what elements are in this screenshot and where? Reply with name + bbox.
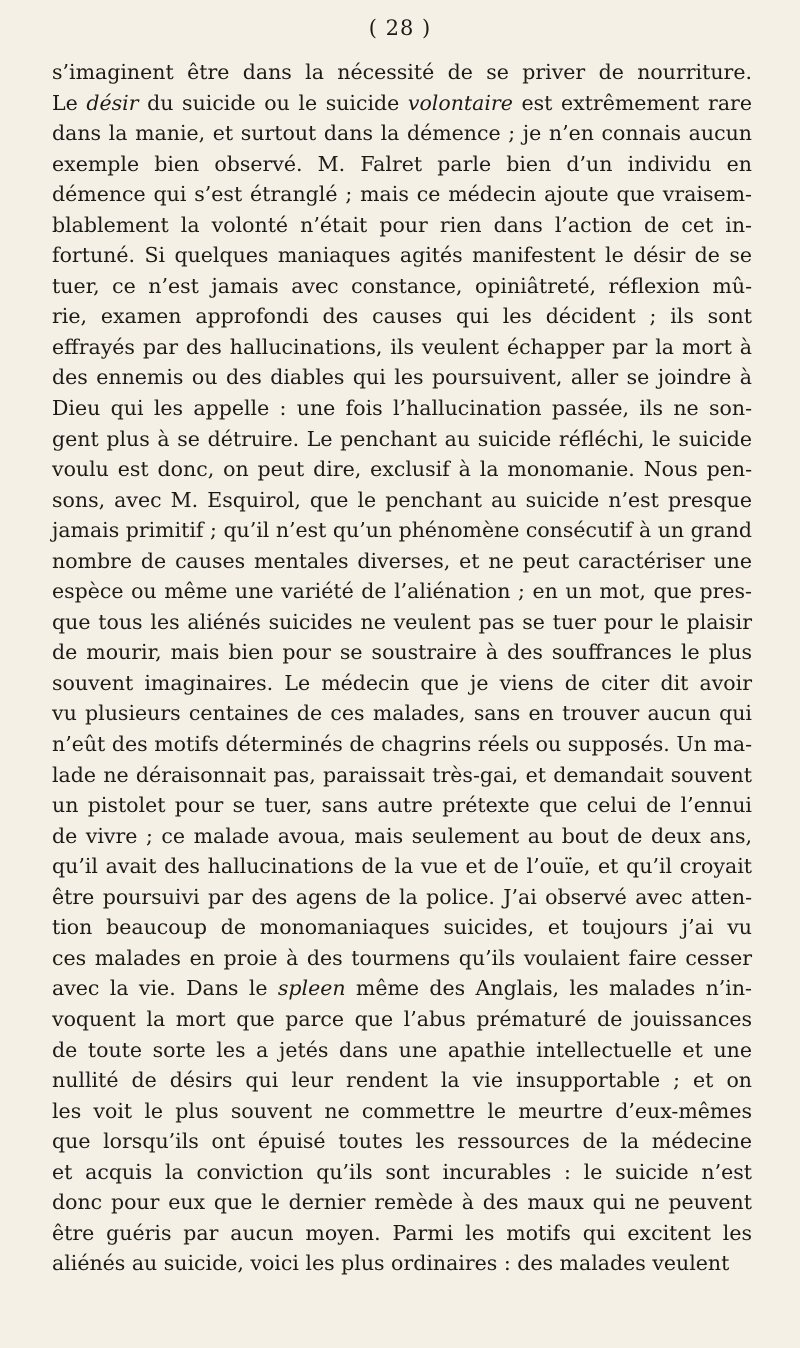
text-line (52, 485, 752, 516)
text-segment: être poursuivi par des agens de la police. J’ai observé avec atten- (52, 884, 752, 909)
text-segment: voquent la mort que parce que l’abus prématuré de jouissances (52, 1006, 752, 1031)
text-segment: démence qui s’est étranglé ; mais ce médecin ajoute que vraisem- (52, 182, 752, 207)
text-line (52, 546, 752, 577)
text-line (52, 1126, 752, 1157)
text-segment: être guéris par aucun moyen. Parmi les motifs qui excitent les (52, 1220, 752, 1245)
text-line (52, 943, 752, 974)
text-segment: blablement la volonté n’était pour rien dans l’action de cet in- (52, 212, 752, 237)
text-line (52, 454, 752, 485)
body-text (52, 57, 752, 1279)
text-line (52, 515, 752, 546)
text-line (52, 301, 752, 332)
text-line (52, 118, 752, 149)
text-line (52, 1248, 752, 1279)
text-line (52, 637, 752, 668)
text-line (52, 149, 752, 180)
text-segment: que tous les aliénés suicides ne veulent pas se tuer pour le plaisir (52, 609, 752, 634)
text-line (52, 1157, 752, 1188)
text-segment: donc pour eux que le dernier remède à des maux qui ne peuvent (52, 1190, 752, 1215)
text-segment: Dieu qui les appelle : une fois l’hallucination passée, ils ne son- (52, 396, 752, 421)
text-segment: du suicide ou le suicide (138, 90, 408, 115)
text-segment: sons, avec M. Esquirol, que le penchant au suicide n’est presque (52, 487, 752, 512)
text-line (52, 271, 752, 302)
text-segment: de mourir, mais bien pour se soustraire à des souffrances le plus (52, 640, 752, 665)
text-line (52, 882, 752, 913)
text-line (52, 851, 752, 882)
text-line (52, 1218, 752, 1249)
text-line (52, 179, 752, 210)
text-segment: lade ne déraisonnait pas, paraissait très-gai, et demandait souvent (52, 762, 752, 787)
text-segment: voulu est donc, on peut dire, exclusif à la monomanie. Nous pen- (52, 457, 752, 482)
text-line (52, 424, 752, 455)
text-line (52, 362, 752, 393)
text-segment: souvent imaginaires. Le médecin que je viens de citer dit avoir (52, 670, 752, 695)
text-segment: de toute sorte les a jetés dans une apathie intellectuelle et une (52, 1037, 752, 1062)
text-segment: qu’il avait des hallucinations de la vue et de l’ouïe, et qu’il croyait (52, 854, 752, 879)
text-segment: un pistolet pour se tuer, sans autre prétexte que celui de l’ennui (52, 793, 752, 818)
text-line (52, 57, 752, 88)
text-line (52, 393, 752, 424)
text-line (52, 1096, 752, 1127)
text-segment: nombre de causes mentales diverses, et ne peut caractériser une (52, 548, 752, 573)
text-line (52, 1035, 752, 1066)
text-segment: exemple bien observé. M. Falret parle bien d’un individu en (52, 151, 752, 176)
text-line (52, 973, 752, 1004)
italic-text-segment: spleen (277, 976, 346, 1001)
text-line (52, 240, 752, 271)
text-segment: des ennemis ou des diables qui les poursuivent, aller se joindre à (52, 365, 752, 390)
text-segment: et acquis la conviction qu’ils sont incurables : le suicide n’est (52, 1159, 752, 1184)
text-segment: rie, examen approfondi des causes qui les décident ; ils sont (52, 304, 752, 329)
text-line (52, 576, 752, 607)
text-line (52, 88, 752, 119)
text-segment: tion beaucoup de monomaniaques suicides, et toujours j’ai vu (52, 915, 752, 940)
text-segment: vu plusieurs centaines de ces malades, sans en trouver aucun qui (52, 701, 752, 726)
text-line (52, 729, 752, 760)
italic-text-segment: désir (86, 90, 139, 115)
text-segment: nullité de désirs qui leur rendent la vie insupportable ; et on (52, 1068, 752, 1093)
text-segment: jamais primitif ; qu’il n’est qu’un phénomène consécutif à un grand (52, 518, 753, 543)
text-segment: effrayés par des hallucinations, ils veulent échapper par la mort à (52, 334, 752, 359)
text-segment: espèce ou même une variété de l’aliénation ; en un mot, que pres- (52, 579, 752, 604)
text-segment: s’imaginent être dans la nécessité de se priver de nourriture. (52, 60, 752, 84)
text-segment: tuer, ce n’est jamais avec constance, opiniâtreté, réflexion mû- (52, 273, 752, 298)
text-line (52, 790, 752, 821)
text-line (52, 760, 752, 791)
text-segment: est extrêmement rare (512, 90, 752, 115)
text-segment: fortuné. Si quelques maniaques agités manifestent le désir de se (52, 243, 752, 268)
text-line (52, 332, 752, 363)
text-line (52, 607, 752, 638)
text-segment: aliénés au suicide, voici les plus ordinaires : des malades veulent (52, 1251, 730, 1276)
text-segment: ces malades en proie à des tourmens qu’ils voulaient faire cesser (52, 945, 752, 970)
page-number: ( 28 ) (368, 16, 432, 40)
text-line (52, 210, 752, 241)
text-segment: de vivre ; ce malade avoua, mais seulement au bout de deux ans, (52, 823, 752, 848)
text-line (52, 912, 752, 943)
text-segment: gent plus à se détruire. Le penchant au suicide réfléchi, le suicide (52, 426, 752, 451)
text-line (52, 1065, 752, 1096)
italic-text-segment: volontaire (407, 90, 513, 115)
text-segment: n’eût des motifs déterminés de chagrins réels ou supposés. Un ma- (52, 732, 752, 757)
text-segment: les voit le plus souvent ne commettre le meurtre d’eux-mêmes (52, 1098, 752, 1123)
text-line (52, 1187, 752, 1218)
text-segment: que lorsqu’ils ont épuisé toutes les ressources de la médecine (52, 1129, 752, 1154)
text-line (52, 698, 752, 729)
text-segment: Le (52, 90, 87, 115)
text-line (52, 1004, 752, 1035)
text-segment: dans la manie, et surtout dans la démence ; je n’en connais aucun (52, 121, 752, 146)
text-segment: avec la vie. Dans le (52, 976, 278, 1001)
text-segment: même des Anglais, les malades n’in- (345, 976, 752, 1001)
text-line (52, 821, 752, 852)
text-line (52, 668, 752, 699)
